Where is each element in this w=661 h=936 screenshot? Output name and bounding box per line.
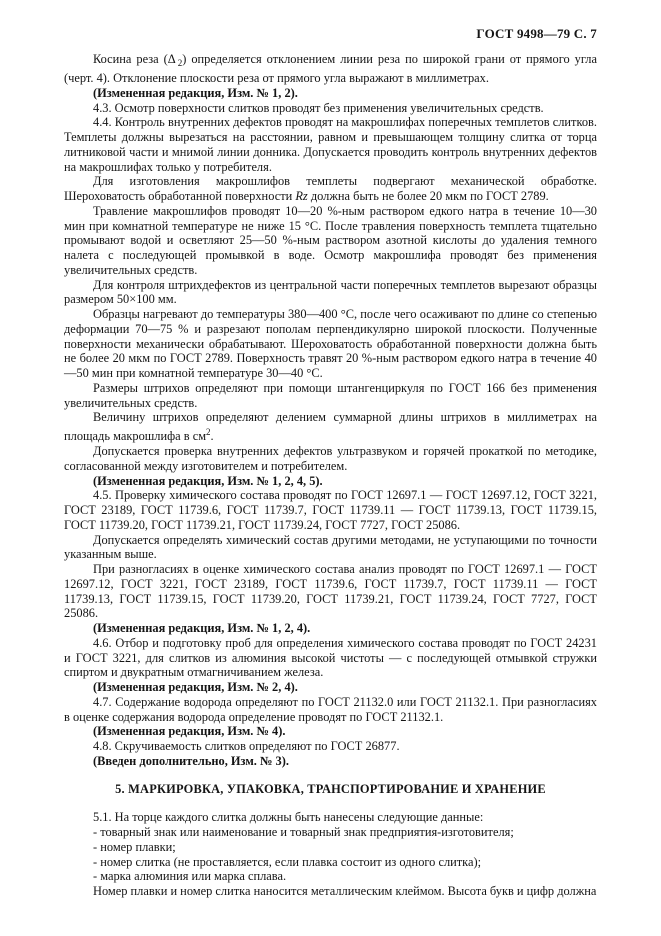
- revision-note-2-4: (Измененная редакция, Изм. № 2, 4).: [93, 680, 298, 695]
- text-run: должна быть не более 20 мкм по ГОСТ 2789.: [307, 189, 549, 204]
- revision-note-1-2-4-5: (Измененная редакция, Изм. № 1, 2, 4, 5).: [93, 473, 323, 488]
- list-item-melt-number: - номер плавки;: [93, 839, 176, 854]
- para-ultrazvuk: Допускается проверка внутренних дефектов ультразвуком и горячей прокаткой по методике, согласованной между изготовителем и потребителем.: [64, 444, 597, 473]
- list-item-trademark: - товарный знак или наименование и товарный знак предприятия-изготовителя;: [93, 825, 514, 840]
- rz-symbol: Rz: [295, 189, 308, 204]
- para-kosina-reza: [64, 52, 597, 86]
- text-run: Косина реза (Δ: [93, 52, 176, 66]
- para-obraztsy: Образцы нагревают до температуры 380—400 °С, после чего осаживают по длине со степенью деформации 70—75 % и разрезают пополам перпендикулярно широкой плоскости. Полученные поверхности механически обрабатывают. Шероховатость обработанной поверхности должна быть не более 20 мкм по ГОСТ 2789. Поверхность травят 20 %-ным раствором едкого натра в течение 40—50 мин при комнатной температуре 30—40 °С.: [64, 307, 597, 381]
- revision-note-4: (Измененная редакция, Изм. № 4).: [93, 724, 286, 739]
- list-item-alloy-grade: - марка алюминия или марка сплава.: [93, 869, 287, 884]
- subscript-2: 2: [177, 58, 183, 69]
- section-5-heading: 5. МАРКИРОВКА, УПАКОВКА, ТРАНСПОРТИРОВАНИЕ И ХРАНЕНИЕ: [115, 781, 546, 796]
- document-body: [64, 52, 597, 899]
- text-run: ) определяется отклонением линии реза по широкой грани от прямого угла (черт. 4). Отклонение плоскости реза от прямого угла выражают в миллиметрах.: [64, 52, 597, 86]
- added-note-3: (Введен дополнительно, Изм. № 3).: [93, 753, 289, 768]
- para-nomer-plavki: Номер плавки и номер слитка наносится металлическим клеймом. Высота букв и цифр должна: [93, 884, 597, 899]
- para-drugie-metody: Допускается определять химический состав другими методами, не уступающими по точности указанным выше.: [64, 532, 597, 562]
- text-run: Для изготовления макрошлифов темплеты подвергают механической обработке. Шероховатость обработанной поверхности: [64, 174, 597, 204]
- para-travlenie: Травление макрошлифов проводят 10—20 %-ным раствором едкого натра в течение 10—30 мин при комнатной температуре не ниже 15 °С. После травления поверхность темплета тщательно промывают водой и осветляют 25—50 %-ным раствором азотной кислоты до удаления темного налета с последующей промывкой в воде. Осмотр макрошлифа проводят без применения увеличительных средств.: [64, 203, 597, 277]
- revision-note-1-2-4: (Измененная редакция, Изм. № 1, 2, 4).: [93, 621, 311, 636]
- para-4-7: 4.7. Содержание водорода определяют по ГОСТ 21132.0 или ГОСТ 21132.1. При разногласиях в оценке содержания водорода определение проводят по ГОСТ 21132.1.: [64, 694, 597, 724]
- para-razmery-shtrihov: Размеры штрихов определяют при помощи штангенциркуля по ГОСТ 166 без применения увеличительных средств.: [64, 380, 597, 410]
- para-4-8: 4.8. Скручиваемость слитков определяют по ГОСТ 26877.: [93, 739, 400, 754]
- running-head: ГОСТ 9498—79 С. 7: [476, 26, 597, 41]
- para-5-1: 5.1. На торце каждого слитка должны быть нанесены следующие данные:: [93, 810, 484, 825]
- para-4-3: 4.3. Осмотр поверхности слитков проводят без применения увеличительных средств.: [93, 100, 544, 115]
- para-shtrih-control: Для контроля штрихдефектов из центральной части поперечных темплетов вырезают образцы размером 50×100 мм.: [64, 277, 597, 307]
- para-4-5: 4.5. Проверку химического состава проводят по ГОСТ 12697.1 — ГОСТ 12697.12, ГОСТ 3221, ГОСТ 23189, ГОСТ 11739.6, ГОСТ 11739.7, ГОСТ 11739.11 — ГОСТ 11739.13, ГОСТ 11739.15, ГОСТ 11739.20, ГОСТ 11739.21, ГОСТ 11739.24, ГОСТ 7727, ГОСТ 25086.: [64, 488, 597, 532]
- para-velichina-shtrihov: [64, 410, 597, 444]
- para-macroshlif: [64, 174, 597, 204]
- revision-note-1-2: (Измененная редакция, Изм. № 1, 2).: [93, 85, 298, 100]
- list-item-ingot-number: - номер слитка (не проставляется, если плавка состоит из одного слитка);: [93, 854, 482, 869]
- para-4-4: 4.4. Контроль внутренних дефектов проводят на макрошлифах поперечных темплетов слитков. Темплеты должны вырезаться на расстоянии, равном и превышающем толщину слитка от торца литниковой части и мнимой линии донника. Допускается проводить контроль внутренних дефектов на макрошлифах только у потребителя.: [64, 115, 597, 174]
- para-raznoglasia: При разногласиях в оценке химического состава анализ проводят по ГОСТ 12697.1 — ГОСТ 12697.12, ГОСТ 3221, ГОСТ 23189, ГОСТ 11739.6, ГОСТ 11739.7, ГОСТ 11739.11 — ГОСТ 11739.13, ГОСТ 11739.15, ГОСТ 11739.20, ГОСТ 11739.21, ГОСТ 11739.24, ГОСТ 7727, ГОСТ 25086.: [64, 562, 597, 621]
- para-4-6: 4.6. Отбор и подготовку проб для определения химического состава проводят по ГОСТ 24231 и ГОСТ 3221, для слитков из алюминия высокой чистоты — с последующей отмывкой стружки спиртом и двукратным отмагничиванием железа.: [64, 635, 597, 680]
- text-run: Величину штрихов определяют делением суммарной длины штрихов в миллиметрах на площадь макрошлифа в см: [64, 410, 597, 444]
- superscript-2: 2: [206, 427, 211, 438]
- text-run: .: [210, 429, 214, 444]
